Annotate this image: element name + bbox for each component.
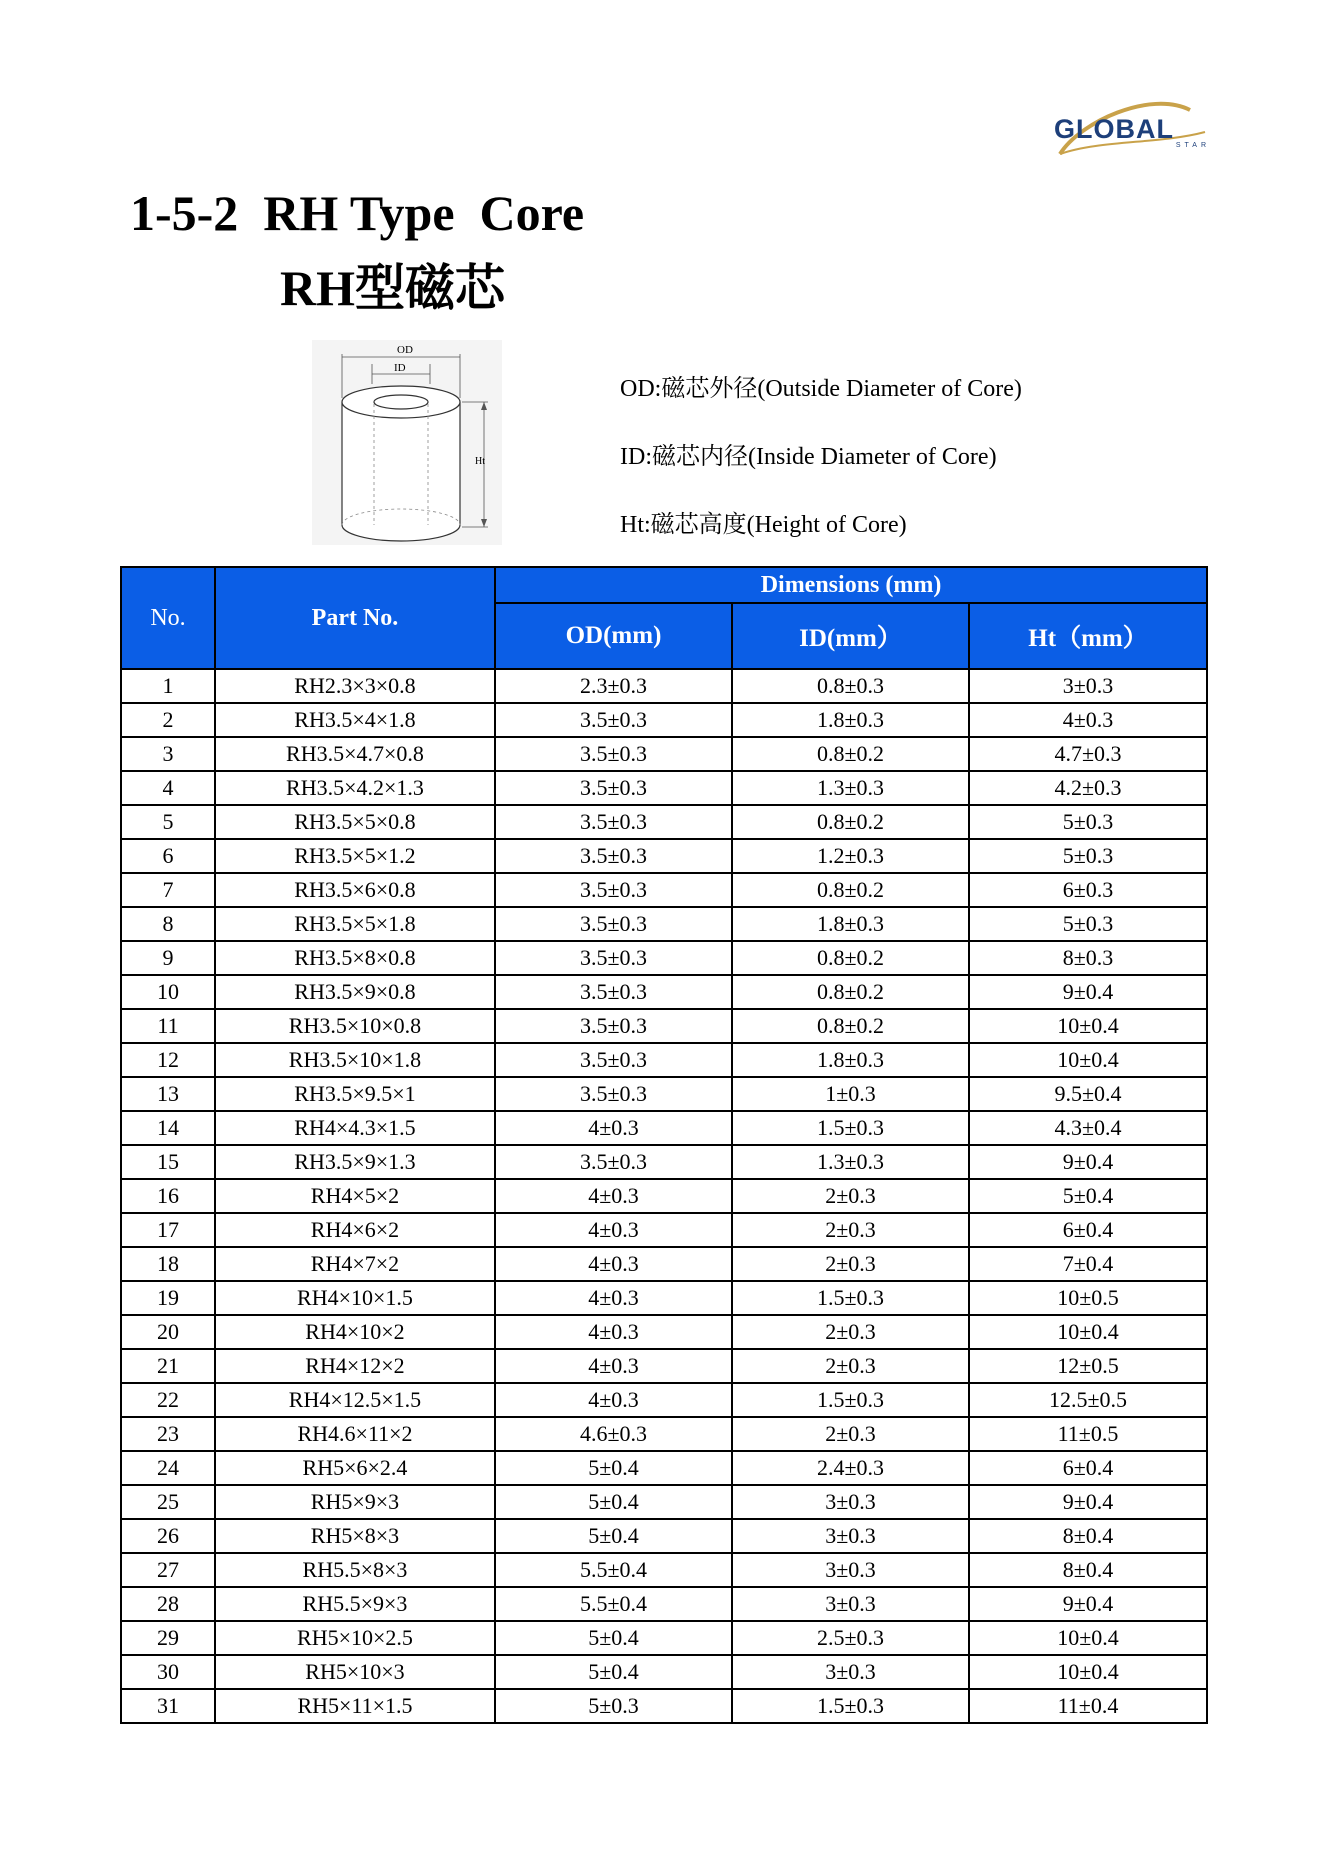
cell-no: 22 — [121, 1383, 215, 1417]
cell-part: RH5×11×1.5 — [215, 1689, 495, 1723]
cell-part: RH3.5×6×0.8 — [215, 873, 495, 907]
cell-part: RH3.5×9×0.8 — [215, 975, 495, 1009]
cell-id: 2±0.3 — [732, 1179, 969, 1213]
cell-od: 4±0.3 — [495, 1383, 732, 1417]
diagram-id-label: ID — [394, 362, 406, 374]
cell-no: 7 — [121, 873, 215, 907]
cell-id: 1.5±0.3 — [732, 1281, 969, 1315]
cell-no: 9 — [121, 941, 215, 975]
table-row — [121, 1077, 1207, 1111]
cell-id: 2.4±0.3 — [732, 1451, 969, 1485]
cell-no: 5 — [121, 805, 215, 839]
cell-ht: 11±0.4 — [969, 1689, 1207, 1723]
table-row — [121, 1179, 1207, 1213]
table-row — [121, 1553, 1207, 1587]
cell-ht: 10±0.5 — [969, 1281, 1207, 1315]
cell-od: 3.5±0.3 — [495, 703, 732, 737]
cell-ht: 6±0.4 — [969, 1213, 1207, 1247]
cell-part: RH5×6×2.4 — [215, 1451, 495, 1485]
table-row — [121, 703, 1207, 737]
cell-no: 3 — [121, 737, 215, 771]
cell-no: 27 — [121, 1553, 215, 1587]
cell-ht: 4.7±0.3 — [969, 737, 1207, 771]
cell-id: 1±0.3 — [732, 1077, 969, 1111]
table-row — [121, 1145, 1207, 1179]
cell-od: 3.5±0.3 — [495, 839, 732, 873]
cell-part: RH3.5×9×1.3 — [215, 1145, 495, 1179]
cell-ht: 9.5±0.4 — [969, 1077, 1207, 1111]
cell-ht: 10±0.4 — [969, 1043, 1207, 1077]
cell-ht: 4.3±0.4 — [969, 1111, 1207, 1145]
cell-ht: 5±0.3 — [969, 907, 1207, 941]
cell-od: 4±0.3 — [495, 1281, 732, 1315]
cell-od: 3.5±0.3 — [495, 805, 732, 839]
cell-part: RH3.5×5×1.2 — [215, 839, 495, 873]
table-row — [121, 1043, 1207, 1077]
cell-ht: 7±0.4 — [969, 1247, 1207, 1281]
table-row — [121, 1689, 1207, 1723]
cell-ht: 8±0.4 — [969, 1519, 1207, 1553]
cell-od: 5±0.4 — [495, 1485, 732, 1519]
spec-table — [120, 566, 1208, 1724]
table-row — [121, 1451, 1207, 1485]
cell-id: 3±0.3 — [732, 1587, 969, 1621]
cell-part: RH5×10×3 — [215, 1655, 495, 1689]
cell-ht: 11±0.5 — [969, 1417, 1207, 1451]
cell-no: 18 — [121, 1247, 215, 1281]
legend-ht: Ht:磁芯高度(Height of Core) — [620, 512, 907, 538]
cell-no: 10 — [121, 975, 215, 1009]
cell-ht: 8±0.3 — [969, 941, 1207, 975]
cell-no: 29 — [121, 1621, 215, 1655]
cell-id: 1.3±0.3 — [732, 1145, 969, 1179]
cell-ht: 10±0.4 — [969, 1621, 1207, 1655]
table-row — [121, 1009, 1207, 1043]
cell-id: 2±0.3 — [732, 1417, 969, 1451]
cell-ht: 5±0.3 — [969, 839, 1207, 873]
cell-ht: 9±0.4 — [969, 975, 1207, 1009]
cell-id: 1.8±0.3 — [732, 1043, 969, 1077]
page-subtitle: RH型磁芯 — [280, 260, 505, 316]
table-row — [121, 737, 1207, 771]
cell-od: 3.5±0.3 — [495, 1043, 732, 1077]
cell-od: 4±0.3 — [495, 1213, 732, 1247]
brand-name: GLOBAL — [1054, 114, 1174, 144]
cell-ht: 10±0.4 — [969, 1315, 1207, 1349]
cell-no: 8 — [121, 907, 215, 941]
cell-od: 3.5±0.3 — [495, 737, 732, 771]
cell-ht: 6±0.3 — [969, 873, 1207, 907]
cell-part: RH3.5×9.5×1 — [215, 1077, 495, 1111]
page-title: 1-5-2 RH Type Core — [130, 185, 585, 241]
cell-no: 14 — [121, 1111, 215, 1145]
cell-od: 3.5±0.3 — [495, 1077, 732, 1111]
header-od: OD(mm) — [495, 603, 732, 669]
table-row — [121, 1417, 1207, 1451]
cell-od: 3.5±0.3 — [495, 771, 732, 805]
cell-no: 16 — [121, 1179, 215, 1213]
header-dimensions: Dimensions (mm) — [495, 567, 1207, 603]
cell-id: 3±0.3 — [732, 1553, 969, 1587]
cell-od: 4±0.3 — [495, 1247, 732, 1281]
table-row — [121, 1111, 1207, 1145]
cell-id: 0.8±0.2 — [732, 873, 969, 907]
cell-no: 19 — [121, 1281, 215, 1315]
cell-od: 5.5±0.4 — [495, 1553, 732, 1587]
cell-od: 3.5±0.3 — [495, 873, 732, 907]
table-row — [121, 873, 1207, 907]
cell-od: 4.6±0.3 — [495, 1417, 732, 1451]
cell-no: 30 — [121, 1655, 215, 1689]
legend-id: ID:磁芯内径(Inside Diameter of Core) — [620, 444, 997, 470]
cell-id: 1.5±0.3 — [732, 1689, 969, 1723]
cell-id: 2.5±0.3 — [732, 1621, 969, 1655]
cell-od: 3.5±0.3 — [495, 1009, 732, 1043]
table-row — [121, 1621, 1207, 1655]
cell-ht: 12±0.5 — [969, 1349, 1207, 1383]
cell-id: 2±0.3 — [732, 1213, 969, 1247]
cell-id: 0.8±0.2 — [732, 805, 969, 839]
cell-ht: 3±0.3 — [969, 669, 1207, 703]
cell-no: 6 — [121, 839, 215, 873]
cell-part: RH3.5×4.7×0.8 — [215, 737, 495, 771]
cell-id: 1.8±0.3 — [732, 703, 969, 737]
cell-part: RH5×8×3 — [215, 1519, 495, 1553]
cell-id: 0.8±0.2 — [732, 737, 969, 771]
cell-id: 0.8±0.2 — [732, 1009, 969, 1043]
cell-ht: 4.2±0.3 — [969, 771, 1207, 805]
cell-od: 3.5±0.3 — [495, 975, 732, 1009]
cell-no: 13 — [121, 1077, 215, 1111]
cell-od: 2.3±0.3 — [495, 669, 732, 703]
table-row — [121, 1383, 1207, 1417]
cell-part: RH4×12.5×1.5 — [215, 1383, 495, 1417]
cell-od: 5±0.4 — [495, 1621, 732, 1655]
cell-ht: 10±0.4 — [969, 1655, 1207, 1689]
table-row — [121, 1349, 1207, 1383]
cell-od: 4±0.3 — [495, 1315, 732, 1349]
cell-id: 2±0.3 — [732, 1349, 969, 1383]
cell-part: RH5.5×8×3 — [215, 1553, 495, 1587]
cell-od: 4±0.3 — [495, 1111, 732, 1145]
cell-no: 1 — [121, 669, 215, 703]
cell-id: 0.8±0.2 — [732, 975, 969, 1009]
cell-od: 5±0.4 — [495, 1451, 732, 1485]
header-id: ID(mm） — [732, 603, 969, 669]
table-row — [121, 1281, 1207, 1315]
table-row — [121, 839, 1207, 873]
diagram-od-label: OD — [397, 344, 413, 356]
cell-od: 5±0.4 — [495, 1655, 732, 1689]
cell-ht: 4±0.3 — [969, 703, 1207, 737]
cell-part: RH4×7×2 — [215, 1247, 495, 1281]
cell-part: RH4×6×2 — [215, 1213, 495, 1247]
table-row — [121, 907, 1207, 941]
cell-id: 1.2±0.3 — [732, 839, 969, 873]
cell-od: 4±0.3 — [495, 1179, 732, 1213]
legend-od: OD:磁芯外径(Outside Diameter of Core) — [620, 376, 1022, 402]
cell-id: 2±0.3 — [732, 1247, 969, 1281]
cell-part: RH4×12×2 — [215, 1349, 495, 1383]
table-row — [121, 1655, 1207, 1689]
cell-part: RH3.5×5×1.8 — [215, 907, 495, 941]
table-row — [121, 1247, 1207, 1281]
cell-no: 4 — [121, 771, 215, 805]
cell-od: 5±0.3 — [495, 1689, 732, 1723]
cell-od: 3.5±0.3 — [495, 941, 732, 975]
cell-ht: 5±0.4 — [969, 1179, 1207, 1213]
cell-part: RH3.5×10×1.8 — [215, 1043, 495, 1077]
table-row — [121, 669, 1207, 703]
cell-no: 17 — [121, 1213, 215, 1247]
cell-no: 25 — [121, 1485, 215, 1519]
cell-id: 0.8±0.2 — [732, 941, 969, 975]
cell-id: 0.8±0.3 — [732, 669, 969, 703]
diagram-ht-label: Ht — [475, 456, 485, 467]
cell-id: 1.8±0.3 — [732, 907, 969, 941]
cell-id: 3±0.3 — [732, 1655, 969, 1689]
cell-no: 26 — [121, 1519, 215, 1553]
header-ht: Ht（mm） — [969, 603, 1207, 669]
cell-id: 3±0.3 — [732, 1485, 969, 1519]
cell-ht: 9±0.4 — [969, 1485, 1207, 1519]
cell-no: 28 — [121, 1587, 215, 1621]
cell-od: 4±0.3 — [495, 1349, 732, 1383]
cell-id: 3±0.3 — [732, 1519, 969, 1553]
cell-ht: 10±0.4 — [969, 1009, 1207, 1043]
cell-ht: 5±0.3 — [969, 805, 1207, 839]
cell-no: 31 — [121, 1689, 215, 1723]
cell-no: 11 — [121, 1009, 215, 1043]
cell-part: RH3.5×10×0.8 — [215, 1009, 495, 1043]
cell-no: 21 — [121, 1349, 215, 1383]
table-row — [121, 941, 1207, 975]
cell-od: 3.5±0.3 — [495, 1145, 732, 1179]
cell-ht: 8±0.4 — [969, 1553, 1207, 1587]
cell-part: RH4×10×1.5 — [215, 1281, 495, 1315]
cell-part: RH4×10×2 — [215, 1315, 495, 1349]
cell-od: 3.5±0.3 — [495, 907, 732, 941]
cell-ht: 9±0.4 — [969, 1145, 1207, 1179]
cell-no: 15 — [121, 1145, 215, 1179]
cell-part: RH4×5×2 — [215, 1179, 495, 1213]
table-row — [121, 1213, 1207, 1247]
cell-no: 24 — [121, 1451, 215, 1485]
cell-od: 5±0.4 — [495, 1519, 732, 1553]
brand-logo — [1040, 92, 1220, 162]
cell-ht: 6±0.4 — [969, 1451, 1207, 1485]
cell-ht: 9±0.4 — [969, 1587, 1207, 1621]
brand-sub: STAR — [1175, 142, 1210, 149]
cell-part: RH5×10×2.5 — [215, 1621, 495, 1655]
cell-id: 1.5±0.3 — [732, 1111, 969, 1145]
cell-no: 12 — [121, 1043, 215, 1077]
cell-part: RH3.5×4.2×1.3 — [215, 771, 495, 805]
cell-part: RH5×9×3 — [215, 1485, 495, 1519]
header-no: No. — [121, 567, 215, 669]
cell-id: 1.5±0.3 — [732, 1383, 969, 1417]
cell-no: 23 — [121, 1417, 215, 1451]
cell-id: 1.3±0.3 — [732, 771, 969, 805]
cell-part: RH2.3×3×0.8 — [215, 669, 495, 703]
cell-part: RH3.5×4×1.8 — [215, 703, 495, 737]
cell-od: 5.5±0.4 — [495, 1587, 732, 1621]
cell-ht: 12.5±0.5 — [969, 1383, 1207, 1417]
cell-part: RH4×4.3×1.5 — [215, 1111, 495, 1145]
table-row — [121, 1587, 1207, 1621]
cell-part: RH5.5×9×3 — [215, 1587, 495, 1621]
table-row — [121, 1315, 1207, 1349]
cell-no: 2 — [121, 703, 215, 737]
table-row — [121, 975, 1207, 1009]
cell-id: 2±0.3 — [732, 1315, 969, 1349]
table-row — [121, 805, 1207, 839]
cell-part: RH3.5×8×0.8 — [215, 941, 495, 975]
cell-part: RH3.5×5×0.8 — [215, 805, 495, 839]
table-row — [121, 1485, 1207, 1519]
table-row — [121, 1519, 1207, 1553]
core-diagram — [312, 340, 502, 545]
cell-part: RH4.6×11×2 — [215, 1417, 495, 1451]
header-part-no: Part No. — [215, 567, 495, 669]
table-row — [121, 771, 1207, 805]
cell-no: 20 — [121, 1315, 215, 1349]
